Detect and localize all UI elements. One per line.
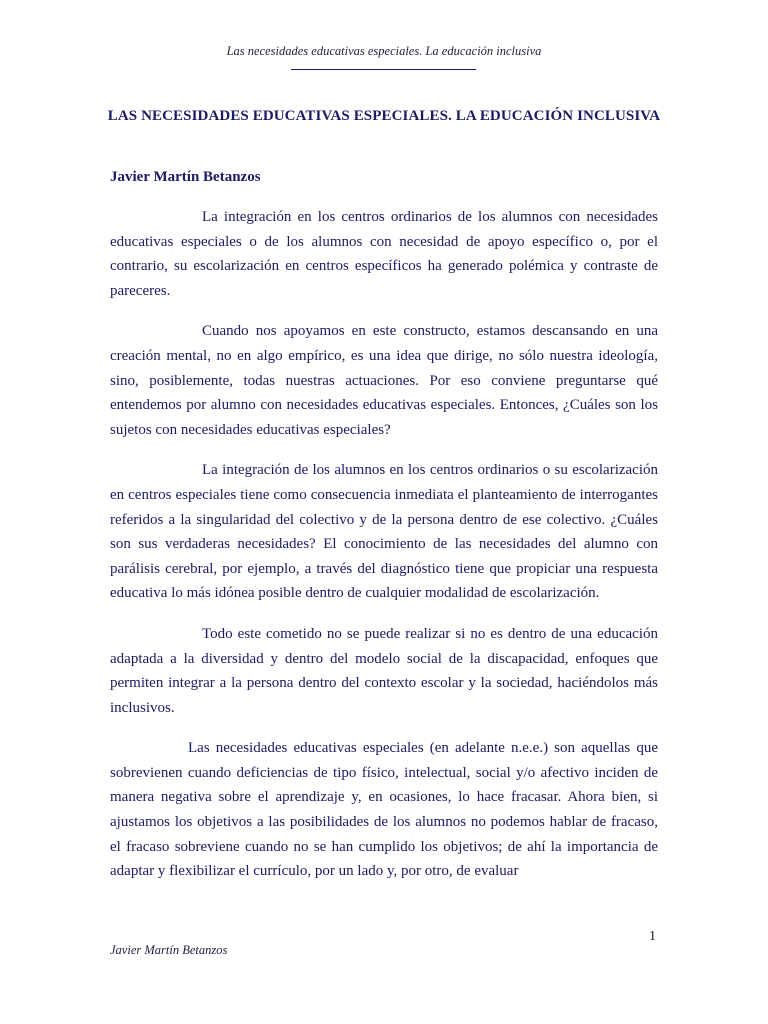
- document-body: [110, 205, 658, 900]
- author-name: Javier Martín Betanzos: [110, 169, 261, 185]
- header-divider: [291, 69, 476, 70]
- document-title: LAS NECESIDADES EDUCATIVAS ESPECIALES. LA EDUCACIÓN INCLUSIVA: [107, 108, 661, 124]
- paragraph: Cuando nos apoyamos en este constructo, estamos descansando en una creación mental, no en algo empírico, es una idea que dirige, no sólo nuestra ideología, sino, posiblemente, todas nuestras actuaciones. Por eso conviene preguntarse qué entendemos por alumno con necesidades educativas especiales. Entonces, ¿Cuáles son los sujetos con necesidades educativas especiales?: [110, 323, 658, 438]
- paragraph: La integración de los alumnos en los centros ordinarios o su escolarización en centros especiales tiene como consecuencia inmediata el planteamiento de interrogantes referidos a la singularidad del colectivo y de la persona dentro de ese colectivo. ¿Cuáles son sus verdaderas necesidades? El conocimiento de las necesidades del alumno con parálisis cerebral, por ejemplo, a través del diagnóstico tiene que propiciar una respuesta educativa lo más idónea posible dentro de cualquier modalidad de escolarización.: [110, 462, 658, 602]
- running-footer: Javier Martín Betanzos: [110, 943, 228, 957]
- running-header: Las necesidades educativas especiales. La educación inclusiva: [226, 44, 542, 58]
- paragraph: Todo este cometido no se puede realizar si no es dentro de una educación adaptada a la diversidad y dentro del modelo social de la discapacidad, enfoques que permiten integrar a la persona dentro del contexto escolar y la sociedad, haciéndolos más inclusivos.: [110, 625, 658, 716]
- page-number: 1: [649, 929, 656, 944]
- paragraph: La integración en los centros ordinarios de los alumnos con necesidades educativas especiales o de los alumnos con necesidad de apoyo específico o, por el contrario, su escolarización en centros específicos ha generado polémica y contraste de pareceres.: [110, 209, 658, 299]
- paragraph: Las necesidades educativas especiales (en adelante n.e.e.) son aquellas que sobrevienen cuando deficiencias de tipo físico, intelectual, social y/o afectivo inciden de manera negativa sobre el aprendizaje y, en ocasiones, lo hace fracasar. Ahora bien, si ajustamos los objetivos a las posibilidades de los alumnos no podemos hablar de fracaso, el fracaso sobreviene cuando no se han cumplido los objetivos; de ahí la importancia de adaptar y flexibilizar el currículo, por un lado y, por otro, de evaluar: [110, 740, 658, 880]
